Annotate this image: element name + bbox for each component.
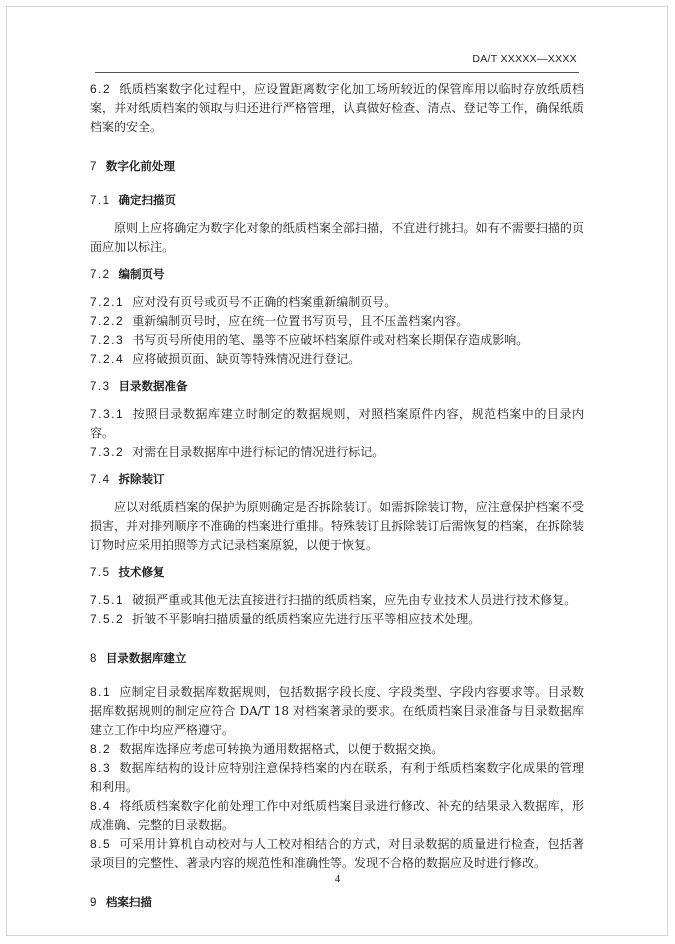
page-number: 4: [334, 873, 341, 885]
section-7-2-heading: [90, 265, 584, 285]
section-number: 9: [90, 897, 98, 909]
section-number: 7: [90, 161, 98, 173]
section-title: 目录数据准备: [118, 379, 188, 393]
clause-7-5-1: [90, 591, 584, 610]
section-title: 档案扫描: [105, 895, 152, 909]
section-7-heading: [90, 157, 584, 177]
section-title: 数字化前处理: [105, 159, 175, 173]
section-7-4-heading: [90, 470, 584, 490]
clause-text: 折皱不平影响扫描质量的纸质档案应先进行压平等相应技术处理。: [132, 612, 481, 626]
section-number: 7.2: [90, 269, 111, 281]
section-title: 技术修复: [118, 565, 165, 579]
clause-number: 8.1: [90, 685, 112, 699]
clause-7-2-1: [90, 293, 584, 312]
section-number: 7.1: [90, 195, 111, 207]
clause-8-1: [90, 683, 584, 740]
clause-number: 8.4: [90, 799, 112, 813]
clause-number: 7.3.2: [90, 445, 125, 459]
section-9-heading: [90, 893, 584, 913]
header-rule: [95, 72, 579, 73]
section-7-1-body: 原则上应将确定为数字化对象的纸质档案全部扫描，不宜进行挑扫。如有不需要扫描的页面应加以标注。: [90, 221, 584, 254]
clause-8-4: [90, 797, 584, 835]
section-number: 7.5: [90, 567, 111, 579]
clause-text: 数据库选择应考虑可转换为通用数据格式，以便于数据交换。: [119, 742, 444, 756]
clause-number: 6.2: [90, 82, 112, 96]
clause-text: 破损严重或其他无法直接进行扫描的纸质档案，应先由专业技术人员进行技术修复。: [132, 593, 577, 607]
section-number: 7.3: [90, 381, 111, 393]
clause-number: 8.2: [90, 742, 112, 756]
section-8-heading: [90, 649, 584, 669]
clause-8-5: [90, 835, 584, 873]
section-title: 拆除装订: [118, 472, 165, 486]
clause-number: 8.3: [90, 761, 112, 775]
clause-number: 7.2.4: [90, 352, 125, 366]
clause-text: 重新编制页号时，应在统一位置书写页号，且不压盖档案内容。: [132, 314, 469, 328]
clause-number: 7.5.1: [90, 593, 125, 607]
clause-7-5-2: [90, 610, 584, 629]
section-number: 8: [90, 653, 98, 665]
page-content: [90, 80, 584, 913]
document-code-header: DA/T XXXXX—XXXX: [472, 53, 577, 65]
clause-text: 可采用计算机自动校对与人工校对相结合的方式，对目录数据的质量进行检查，包括著录项目的完整性、著录内容的规范性和准确性等。发现不合格的数据应及时进行修改。: [90, 837, 584, 870]
clause-8-3: [90, 759, 584, 797]
clause-7-2-2: [90, 312, 584, 331]
clause-number: 7.2.3: [90, 333, 125, 347]
section-number: 7.4: [90, 474, 111, 486]
section-7-3-heading: [90, 377, 584, 397]
clause-text: 应对没有页号或页号不正确的档案重新编制页号。: [132, 295, 397, 309]
section-title: 目录数据库建立: [105, 651, 187, 665]
section-7-1-heading: [90, 191, 584, 211]
clause-text: 应将破损页面、缺页等特殊情况进行登记。: [132, 352, 361, 366]
clause-number: 7.3.1: [90, 407, 125, 421]
clause-text: 数据库结构的设计应特别注意保持档案的内在联系，有利于纸质档案数字化成果的管理和利用。: [90, 761, 584, 794]
clause-text: 书写页号所使用的笔、墨等不应破坏档案原件或对档案长期保存造成影响。: [132, 333, 529, 347]
clause-7-3-2: [90, 443, 584, 462]
clause-number: 7.5.2: [90, 612, 125, 626]
clause-text: 应制定目录数据库数据规则，包括数据字段长度、字段类型、字段内容要求等。目录数据库数据规则的制定应符合 DA/T 18 对档案著录的要求。在纸质档案目录准备与目录数据库建立工作中均应严格遵守。: [90, 685, 584, 737]
section-title: 确定扫描页: [118, 193, 176, 207]
clause-number: 8.5: [90, 837, 112, 851]
clause-7-2-4: [90, 350, 584, 369]
clause-7-3-1: [90, 405, 584, 443]
section-7-4-body: 应以对纸质档案的保护为原则确定是否拆除装订。如需拆除装订物，应注意保护档案不受损害，并对排列顺序不准确的档案进行重排。特殊装订且拆除装订后需恢复的档案，在拆除装订物时应采用拍照等方式记录档案原貌，以便于恢复。: [90, 500, 584, 552]
clause-8-2: [90, 740, 584, 759]
clause-7-2-3: [90, 331, 584, 350]
clause-text: 对需在目录数据库中进行标记的情况进行标记。: [132, 445, 385, 459]
section-title: 编制页号: [118, 267, 165, 281]
clause-6-2: [90, 80, 584, 137]
section-7-5-heading: [90, 563, 584, 583]
clause-text: 纸质档案数字化过程中，应设置距离数字化加工场所较近的保管库用以临时存放纸质档案，并对纸质档案的领取与归还进行严格管理，认真做好检查、清点、登记等工作，确保纸质档案的安全。: [90, 82, 584, 134]
clause-text: 将纸质档案数字化前处理工作中对纸质档案目录进行修改、补充的结果录入数据库，形成准确、完整的目录数据。: [90, 799, 584, 832]
clause-text: 按照目录数据库建立时制定的数据规则，对照档案原件内容，规范档案中的目录内容。: [90, 407, 584, 440]
clause-number: 7.2.1: [90, 295, 125, 309]
clause-number: 7.2.2: [90, 314, 125, 328]
